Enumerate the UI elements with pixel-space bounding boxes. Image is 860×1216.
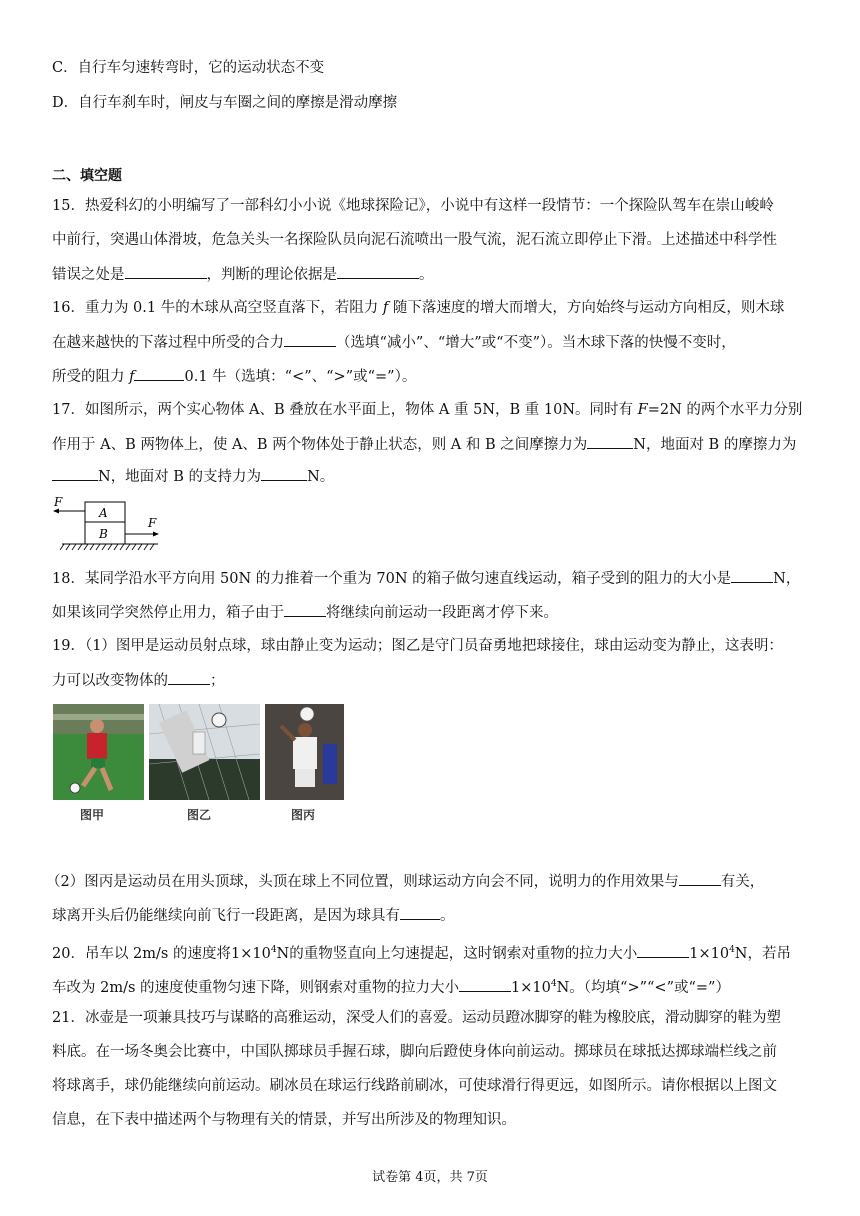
q18-text: 18．某同学沿水平方向用 50N 的力推着一个重为 70N 的箱子做匀速直线运动，箱子受到的阻力的大小是 (52, 571, 732, 587)
photo-header (265, 704, 344, 800)
q15-text: ，判断的理论依据是 (206, 267, 337, 283)
q16-line-2 (52, 332, 736, 353)
q18-text: N， (773, 571, 801, 587)
q16-line-1 (52, 298, 784, 318)
option-d: D．自行车刹车时，闸皮与车圈之间的摩擦是滑动摩擦 (52, 95, 398, 111)
blocks-diagram (48, 494, 178, 554)
q16-text: 16．重力为 0.1 牛的木球从高空竖直落下，若阻力 (52, 300, 383, 316)
q20-exponent: 4 (270, 945, 277, 955)
q17-text: 17．如图所示，两个实心物体 A、B 叠放在水平面上，物体 A 重 5N，B 重 10N。同时有 (52, 402, 638, 418)
q18-line-1 (52, 568, 800, 589)
force-label-bottom: F (148, 516, 157, 530)
q20-text: 车改为 2m/s 的速度使重物匀速下降，则钢索对重物的拉力大小 (52, 979, 460, 996)
option-c: C．自行车匀速转弯时，它的运动状态不变 (52, 60, 325, 76)
q16-text: （选填“减小”、“增大”或“不变”）。当木球下落的快慢不变时， (336, 335, 736, 351)
q18-text: 将继续向前运动一段距离才停下来。 (326, 605, 558, 621)
q21-line-2: 料底。在一场冬奥会比赛中，中国队掷球员手握石球，脚向后蹬使身体向前运动。掷球员在球抵达掷球端栏线之前 (52, 1044, 777, 1060)
q19-part2-line-2 (52, 905, 455, 926)
var-F: F (637, 402, 648, 418)
q16-text: 0.1 牛（选填：“<”、“>”或“=”）。 (184, 369, 417, 385)
q15-line-1: 15．热爱科幻的小明编写了一部科幻小小说《地球探险记》，小说中有这样一段情节：一个探险队驾车在崇山峻岭 (52, 198, 774, 214)
q20-line-2 (52, 974, 730, 998)
q17-text: N，地面对 B 的支持力为 (98, 469, 262, 485)
var-f: f (129, 369, 135, 385)
q19-part2-line-1 (46, 871, 764, 892)
q19-text: ； (210, 673, 225, 689)
q17-text: N。 (307, 469, 335, 485)
answer-blank[interactable] (731, 568, 773, 583)
caption-jia: 图甲 (80, 808, 105, 822)
block-b-label: B (99, 527, 108, 541)
photo-goalkeeper (149, 704, 260, 800)
q15-text: 。 (419, 267, 434, 283)
q20-unit: N (734, 945, 748, 962)
q17-line-1 (52, 400, 802, 420)
answer-blank[interactable] (679, 871, 721, 886)
q18-text: 如果该同学突然停止用力，箱子由于 (52, 605, 284, 621)
var-f: f (382, 300, 389, 316)
q19-line-1: 19．（1）图甲是运动员射点球，球由静止变为运动；图乙是守门员奋勇地把球接住，球由运动变为静止，这表明： (52, 638, 783, 654)
q19-text: 球离开头后仍能继续向前飞行一段距离，是因为球具有 (52, 908, 400, 924)
ground-hatching (60, 544, 154, 550)
photo-penalty-kick (53, 704, 144, 800)
answer-blank[interactable] (261, 466, 307, 481)
answer-blank[interactable] (168, 670, 210, 685)
q20-text: 。（均填“>”“<”或“=”） (569, 979, 730, 996)
q15-text: 错误之处是 (52, 267, 125, 283)
q20-line-1 (52, 940, 791, 964)
q16-text: 在越来越快的下落过程中所受的合力 (52, 335, 284, 351)
q20-text: 的重物竖直向上匀速提起，这时钢索对重物的拉力大小 (289, 945, 638, 962)
q17-text: =2N 的两个水平力分别 (647, 402, 803, 418)
answer-blank[interactable] (400, 905, 440, 920)
answer-blank[interactable] (52, 466, 98, 481)
arrowhead-right (153, 532, 159, 537)
q19-line-2 (52, 670, 225, 691)
q19-text: 力可以改变物体的 (52, 673, 168, 689)
answer-blank[interactable] (587, 434, 633, 449)
q21-line-1: 21．冰壶是一项兼具技巧与谋略的高雅运动，深受人们的喜爱。运动员蹬冰脚穿的鞋为橡胶底，滑动脚穿的鞋为塑 (52, 1010, 781, 1026)
section-title: 二、填空题 (52, 168, 122, 184)
q21-line-4: 信息，在下表中描述两个与物理有关的情景，并写出所涉及的物理知识。 (52, 1112, 516, 1128)
q17-line-2 (52, 434, 796, 455)
q16-line-3 (52, 366, 416, 387)
q20-math: 1×10 (511, 979, 551, 996)
answer-blank[interactable] (459, 977, 511, 992)
q19-text: （2）图丙是运动员在用头顶球，头顶在球上不同位置，则球运动方向会不同，说明力的作用效果与 (46, 874, 679, 890)
q17-line-3 (52, 466, 334, 487)
q17-text: 作用于 A、B 两物体上，使 A、B 两个物体处于静止状态，则 A 和 B 之间摩擦力为 (52, 437, 588, 453)
q15-line-3 (52, 264, 434, 285)
q15-line-2: 中前行，突遇山体滑坡，危急关头一名探险队员向泥石流喷出一股气流，泥石流立即停止下滑。上述描述中科学性 (52, 232, 777, 248)
caption-bing: 图丙 (291, 808, 316, 822)
answer-blank[interactable] (284, 332, 336, 347)
q20-unit: N (276, 945, 290, 962)
q18-line-2 (52, 602, 558, 623)
q21-line-3: 将球离手，球仍能继续向前运动。刷冰员在球运行线路前刷冰，可使球滑行得更远，如图所示。请你根据以上图文 (52, 1078, 777, 1094)
q20-text: 20．吊车以 2m/s 的速度将 (52, 945, 231, 962)
q20-text: ，若吊 (747, 945, 791, 962)
q20-unit: N (556, 979, 570, 996)
force-label-top: F (54, 495, 63, 509)
page-footer: 试卷第 4页，共 7页 (372, 1170, 488, 1185)
q20-exponent: 4 (729, 945, 735, 955)
q20-math: 1×10 (689, 945, 730, 962)
q17-text: N，地面对 B 的摩擦力为 (633, 437, 797, 453)
q19-text: 。 (440, 908, 455, 924)
arrowhead-left (53, 509, 59, 514)
q20-math: 1×10 (230, 945, 271, 962)
answer-blank[interactable] (284, 602, 326, 617)
block-a-label: A (99, 506, 108, 520)
answer-blank[interactable] (337, 264, 419, 279)
caption-yi: 图乙 (187, 808, 212, 822)
q16-text: 所受的阻力 (52, 369, 130, 385)
answer-blank[interactable] (125, 264, 207, 279)
answer-blank[interactable] (637, 943, 689, 958)
q16-text: 随下落速度的增大而增大，方向始终与运动方向相反，则木球 (388, 300, 785, 316)
q20-exponent: 4 (550, 979, 557, 989)
q19-text: 有关， (720, 874, 765, 890)
answer-blank[interactable] (134, 366, 184, 381)
